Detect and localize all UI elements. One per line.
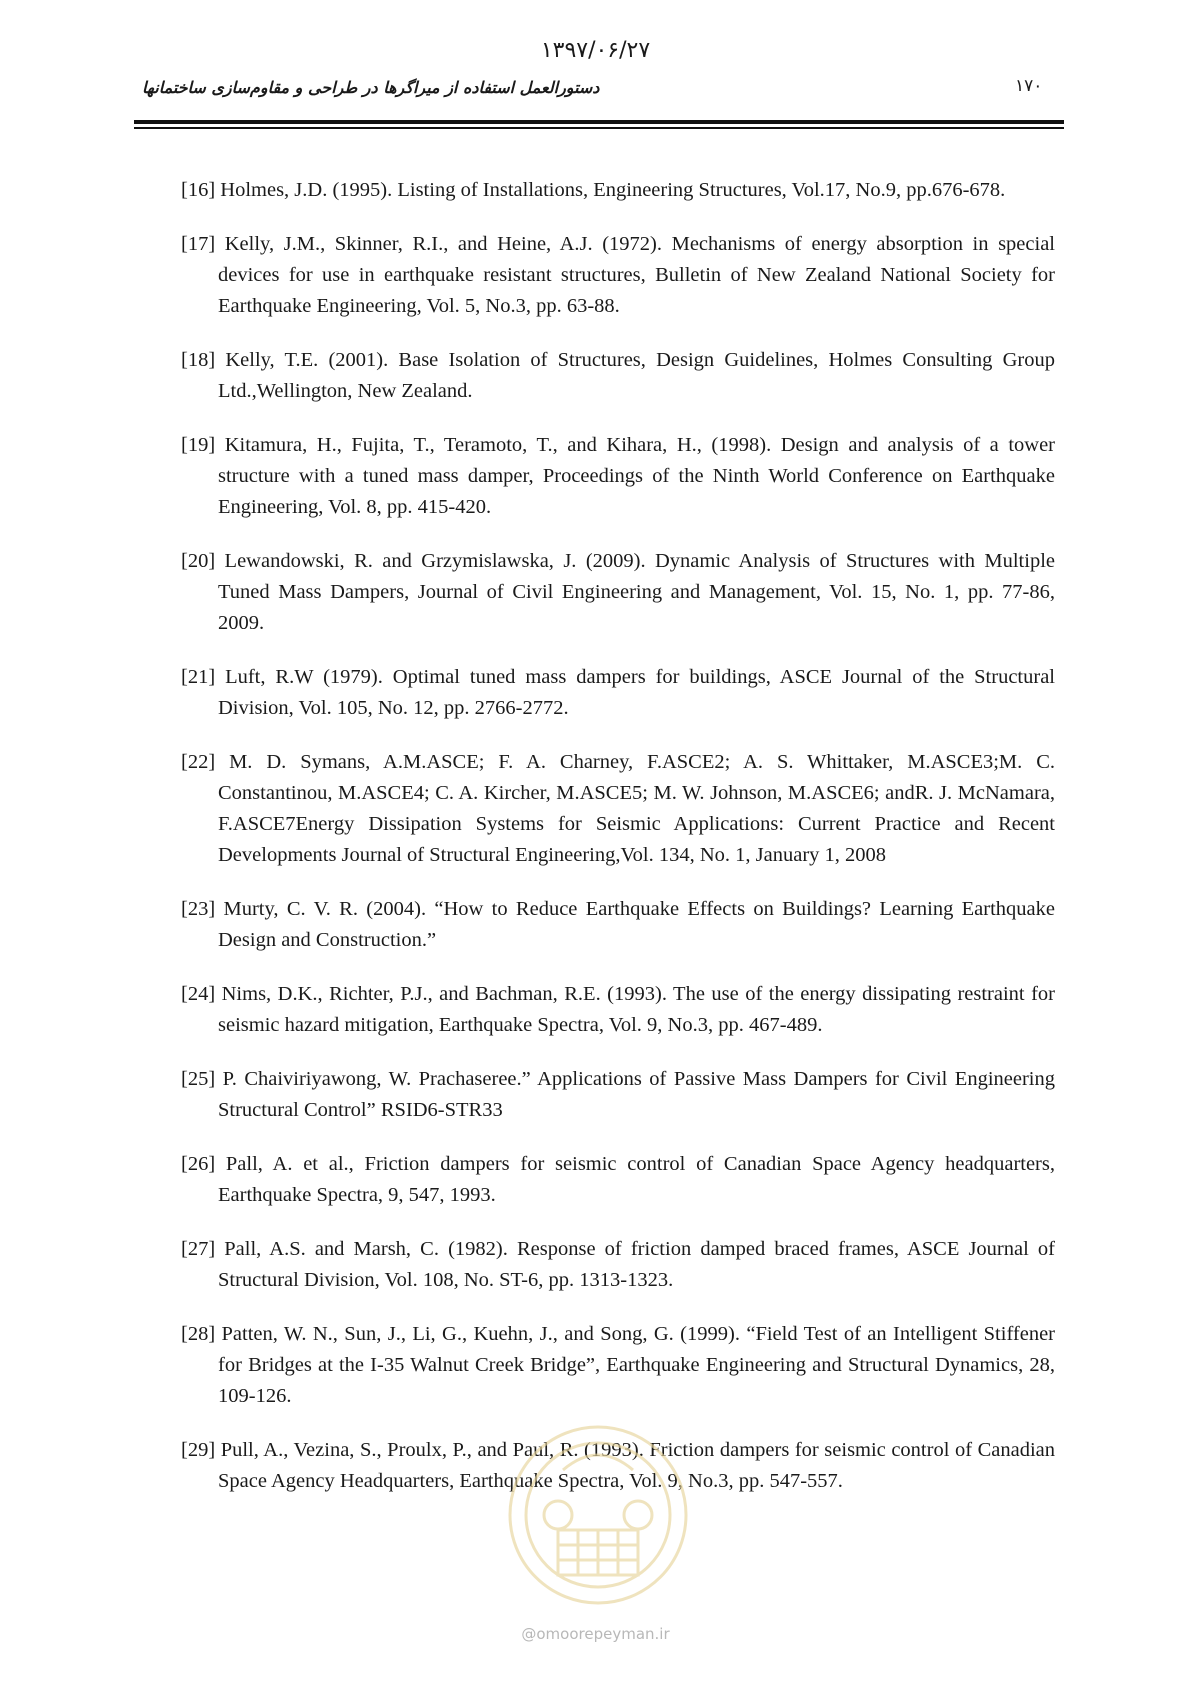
watermark-site: @omoorepeyman.ir xyxy=(521,1625,670,1643)
document-date: ۱۳۹۷/۰۶/۲۷ xyxy=(540,38,651,63)
reference-item: [16] Holmes, J.D. (1995). Listing of Installations, Engineering Structures, Vol.17, No.9, pp.676-678. xyxy=(181,179,1006,201)
reference-item: [29] Pull, A., Vezina, S., Proulx, P., and Paul, R. (1993). Friction dampers for seismic control of Canadian Space Agency Headquarters, Earthquake Spectra, Vol. 9, No.3, pp. 547-557. xyxy=(181,1439,1055,1492)
reference-item: [19] Kitamura, H., Fujita, T., Teramoto, T., and Kihara, H., (1998). Design and analysis of a tower structure with a tuned mass damper, Proceedings of the Ninth World Conference on Earthquake Engineering, Vol. 8, pp. 415-420. xyxy=(181,434,1055,518)
reference-item: [26] Pall, A. et al., Friction dampers for seismic control of Canadian Space Agency headquarters, Earthquake Spectra, 9, 547, 1993. xyxy=(181,1153,1055,1206)
header-rule-thick xyxy=(134,120,1064,124)
reference-item: [24] Nims, D.K., Richter, P.J., and Bachman, R.E. (1993). The use of the energy dissipating restraint for seismic hazard mitigation, Earthquake Spectra, Vol. 9, No.3, pp. 467-489. xyxy=(181,983,1055,1036)
header-rule-thin xyxy=(134,127,1064,129)
reference-item: [21] Luft, R.W (1979). Optimal tuned mass dampers for buildings, ASCE Journal of the Structural Division, Vol. 105, No. 12, pp. 2766-2772. xyxy=(181,666,1055,719)
reference-item: [18] Kelly, T.E. (2001). Base Isolation of Structures, Design Guidelines, Holmes Consulting Group Ltd.,Wellington, New Zealand. xyxy=(181,349,1055,402)
reference-item: [22] M. D. Symans, A.M.ASCE; F. A. Charney, F.ASCE2; A. S. Whittaker, M.ASCE3;M. C. Constantinou, M.ASCE4; C. A. Kircher, M.ASCE5; M. W. Johnson, M.ASCE6; andR. J. McNamara, F.ASCE7Energy Dissipation Systems for Seismic Applications: Current Practice and Recent Developments Journal of Structural Engineering,Vol. 134, No. 1, January 1, 2008 xyxy=(181,751,1055,866)
reference-item: [25] P. Chaiviriyawong, W. Prachaseree.” Applications of Passive Mass Dampers for Civil Engineering Structural Control” RSID6-STR33 xyxy=(181,1068,1055,1121)
reference-list xyxy=(181,175,1055,1520)
reference-item: [28] Patten, W. N., Sun, J., Li, G., Kuehn, J., and Song, G. (1999). “Field Test of an Intelligent Stiffener for Bridges at the I-35 Walnut Creek Bridge”, Earthquake Engineering and Structural Dynamics, 28, 109-126. xyxy=(181,1323,1055,1407)
reference-item: [20] Lewandowski, R. and Grzymislawska, J. (2009). Dynamic Analysis of Structures with Multiple Tuned Mass Dampers, Journal of Civil Engineering and Management, Vol. 15, No. 1, pp. 77-86, 2009. xyxy=(181,550,1055,634)
reference-item: [23] Murty, C. V. R. (2004). “How to Reduce Earthquake Effects on Buildings? Learning Earthquake Design and Construction.” xyxy=(181,898,1055,951)
reference-item: [27] Pall, A.S. and Marsh, C. (1982). Response of friction damped braced frames, ASCE Journal of Structural Division, Vol. 108, No. ST-6, pp. 1313-1323. xyxy=(181,1238,1055,1291)
reference-item: [17] Kelly, J.M., Skinner, R.I., and Heine, A.J. (1972). Mechanisms of energy absorption in special devices for use in earthquake resistant structures, Bulletin of New Zealand National Society for Earthquake Engineering, Vol. 5, No.3, pp. 63-88. xyxy=(181,233,1055,317)
running-title: دستورالعمل استفاده از میراگرها در طراحی و مقاوم‌سازی ساختمانها xyxy=(142,78,600,97)
page-number: ۱۷۰ xyxy=(1015,76,1043,96)
